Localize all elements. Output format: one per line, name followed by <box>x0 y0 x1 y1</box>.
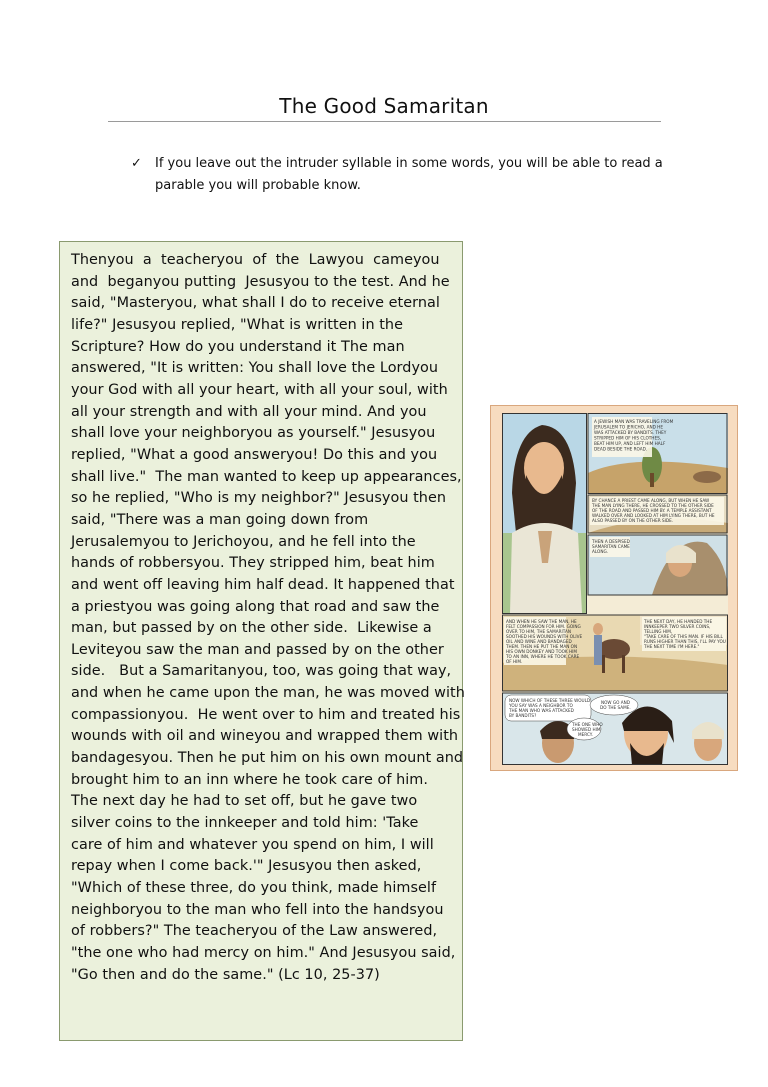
comic-speech: BY BANDITS? <box>509 713 537 718</box>
svg-text:THE NEXT TIME I'M HERE." <box>643 644 700 649</box>
passage-line: neighboryou to the man who fell into the handsyou <box>71 901 444 918</box>
comic-caption: THEN A DESPISED <box>592 539 630 544</box>
passage-line: and beganyou putting Jesusyou to the test. And he <box>71 273 450 290</box>
comic-caption: TELLING HIM, <box>644 629 673 634</box>
passage-line: shall live." The man wanted to keep up appearances, <box>71 468 462 485</box>
svg-text:ALONG. <box>592 549 608 554</box>
passage-line: Thenyou a teacheryou of the Lawyou cameyou <box>71 252 440 268</box>
comic-frame <box>490 405 738 771</box>
comic-caption: BEAT HIM UP, AND LEFT HIM HALF <box>594 441 666 446</box>
passage-line: hands of robbersyou. They stripped him, beat him <box>71 555 435 572</box>
comic-caption: OIL AND WINE AND BANDAGED <box>506 639 572 644</box>
comic-caption: SOOTHED HIS WOUNDS WITH OLIVE <box>506 634 583 639</box>
comic-caption: OVER TO HIM, THE SAMARITAN <box>506 629 571 634</box>
svg-text:JERUSALEM TO JERICHO, AND HE <box>593 425 663 430</box>
passage-box <box>59 241 463 1041</box>
comic-strip-image <box>502 413 728 765</box>
page-title: The Good Samaritan <box>279 94 489 118</box>
passage-line: and when he came upon the man, he was moved with <box>71 685 465 702</box>
passage-line: repay when I come back.'" Jesusyou then asked, <box>71 858 422 875</box>
instruction <box>131 153 671 197</box>
comic-caption: A JEWISH MAN WAS TRAVELING FROM <box>594 419 674 424</box>
comic-speech: THE ONE WHO <box>572 722 603 727</box>
title-divider <box>108 121 661 122</box>
svg-text:DO THE SAME. <box>600 705 631 710</box>
comic-speech: THE MAN WHO WAS ATTACKED <box>509 708 574 713</box>
passage-line: said, "Masteryou, what shall I do to receive eternal <box>71 295 440 312</box>
passage-line: answered, "It is written: You shall love the Lordyou <box>71 360 439 377</box>
passage-line: bandagesyou. Then he put him on his own mount and <box>71 750 464 767</box>
passage-text <box>71 250 465 986</box>
passage-line: Leviteyou saw the man and passed by on the other <box>71 641 444 658</box>
comic-speech: NOW WHICH OF THESE THREE WOULD <box>509 698 591 703</box>
passage-line: life?" Jesusyou replied, "What is written in the <box>71 316 403 333</box>
comic-caption: THE NEXT DAY, HE HANDED THE <box>644 619 713 624</box>
svg-text:STRIPPED HIM OF HIS CLOTHES, <box>594 436 661 441</box>
passage-line: wounds with oil and wineyou and wrapped them with <box>71 728 459 745</box>
comic-caption: SAMARITAN CAME <box>592 544 630 549</box>
comic-caption: ALONG. <box>592 549 609 554</box>
passage-line: Scripture? How do you understand it The man <box>71 338 405 355</box>
comic-speech: DO THE SAME. <box>600 705 631 710</box>
passage-line: your God with all your heart, with all your soul, with <box>71 381 448 398</box>
comic-caption: WALKED OVER AND LOOKED AT HIM LYING THERE, BUT HE <box>592 513 715 518</box>
passage-line: man, but passed by on the other side. Likewise a <box>71 620 432 637</box>
passage-line: of robbers?" The teacheryou of the Law answered, <box>71 923 438 940</box>
comic-speech: SHOWED HIM <box>572 727 601 732</box>
comic-caption: THE MAN LYING THERE, HE CROSSED TO THE OTHER SIDE <box>592 503 714 508</box>
passage-line: brought him to an inn where he took care of him. <box>71 771 428 788</box>
checkmark-icon: ✓ <box>131 156 142 171</box>
passage-line: shall love your neighboryou as yourself." Jesusyou <box>71 425 436 442</box>
comic-caption: THE NEXT TIME I'M HERE." <box>644 644 700 649</box>
comic-speech: MERCY. <box>578 732 593 737</box>
passage-line: "Which of these three, do you think, made himself <box>71 880 437 897</box>
comic-caption: FELT COMPASSION FOR HIM. GOING <box>506 624 581 629</box>
svg-text:ALSO PASSED BY ON THE OTHER SI <box>592 518 673 523</box>
comic-illustration <box>502 413 728 765</box>
comic-caption: INNKEEPER TWO SILVER COINS, <box>644 624 711 629</box>
passage-line: a priestyou was going along that road and saw the <box>71 598 440 615</box>
svg-text:BY BANDITS? <box>509 713 536 718</box>
comic-caption: RUNS HIGHER THAN THIS, I'LL PAY YOU <box>644 639 726 644</box>
svg-text:WAS ATTACKED BY BANDITS. THEY <box>594 430 667 435</box>
comic-caption: THEM. THEN HE PUT THE MAN ON <box>506 644 578 649</box>
comic-caption: HIS OWN DONKEY AND TOOK HIM <box>506 649 577 654</box>
svg-text:BEAT HIM UP, AND LEFT HIM HALF <box>594 441 666 446</box>
svg-text:DEAD BESIDE THE ROAD. <box>594 447 647 452</box>
passage-line: side. But a Samaritanyou, too, was going that way, <box>71 663 452 680</box>
comic-caption: BY CHANCE A PRIEST CAME ALONG, BUT WHEN HE SAW <box>592 498 710 503</box>
comic-caption: OF THE ROAD AND PASSED HIM BY. A TEMPLE ASSISTANT <box>592 508 712 513</box>
comic-caption: JERUSALEM TO JERICHO, AND HE <box>594 424 663 430</box>
svg-text:A JEWISH MAN WAS TRAVELING FRO <box>594 419 674 424</box>
passage-line: compassionyou. He went over to him and treated his <box>71 706 461 723</box>
comic-caption: "TAKE CARE OF THIS MAN. IF HIS BILL <box>644 634 723 639</box>
passage-line: silver coins to the innkeeper and told him: 'Take <box>71 815 419 832</box>
passage-line: all your strength and with all your mind. And you <box>71 403 427 420</box>
svg-text:OF HIM. <box>506 659 522 664</box>
passage-line: replied, "What a good answeryou! Do this and you <box>71 446 438 463</box>
instruction-text: If you leave out the intruder syllable in some words, you will be able to read a parable you will probable know. <box>155 156 663 193</box>
passage-line: "the one who had mercy on him." And Jesusyou said, <box>71 945 456 961</box>
svg-text:MERCY. <box>578 732 593 737</box>
comic-caption: TO AN INN, WHERE HE TOOK CARE <box>506 654 580 659</box>
comic-caption: ALSO PASSED BY ON THE OTHER SIDE. <box>592 518 674 523</box>
comic-caption: STRIPPED HIM OF HIS CLOTHES, <box>594 435 662 441</box>
passage-line: so he replied, "Who is my neighbor?" Jesusyou then <box>71 490 447 507</box>
comic-caption: DEAD BESIDE THE ROAD. <box>594 446 648 452</box>
passage-line: and went off leaving him half dead. It happened that <box>71 576 455 593</box>
comic-caption: AND WHEN HE SAW THE MAN, HE <box>506 619 577 624</box>
comic-speech: YOU SAY WAS A NEIGHBOR TO <box>509 703 573 708</box>
comic-caption: OF HIM. <box>506 659 523 664</box>
comic-speech: NOW GO AND <box>601 700 630 705</box>
passage-line: care of him and whatever you spend on him, I will <box>71 836 434 853</box>
comic-caption: WAS ATTACKED BY BANDITS. THEY <box>594 430 667 435</box>
passage-line: The next day he had to set off, but he gave two <box>71 793 418 810</box>
passage-line: said, "There was a man going down from <box>71 511 369 528</box>
passage-line: "Go then and do the same." (Lc 10, 25-37) <box>71 966 380 983</box>
passage-line: Jerusalemyou to Jerichoyou, and he fell into the <box>71 533 416 550</box>
